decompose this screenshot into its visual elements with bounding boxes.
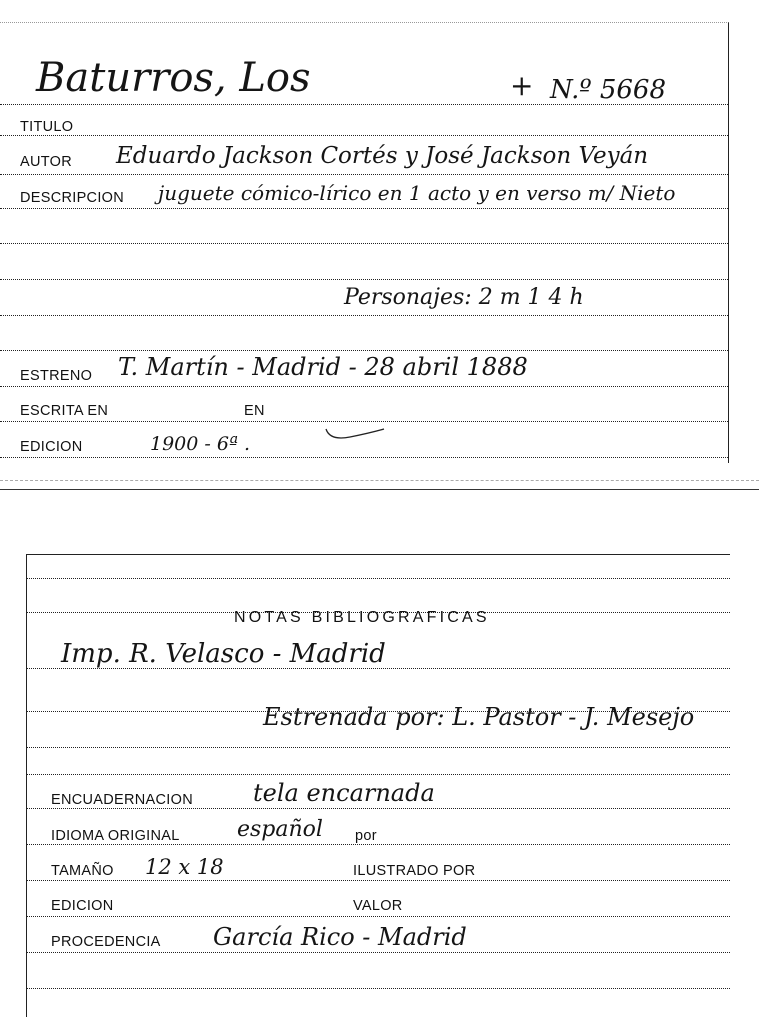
catalog-card-bottom <box>26 554 730 1017</box>
nota-imprenta: Imp. R. Velasco - Madrid <box>61 639 386 669</box>
label-estreno: ESTRENO <box>20 368 93 384</box>
ruled-line <box>27 916 730 917</box>
cross-mark: + <box>510 69 534 102</box>
ruled-line <box>0 457 728 458</box>
label-edicion: EDICION <box>20 439 83 455</box>
label-tamano: TAMAÑO <box>51 863 114 879</box>
label-autor: AUTOR <box>20 154 72 170</box>
label-descripcion: DESCRIPCION <box>20 190 125 206</box>
nota-estrenada: Estrenada por: L. Pastor - J. Mesejo <box>263 703 695 731</box>
ruled-line <box>0 350 728 351</box>
catalog-card-top <box>0 22 729 463</box>
ruled-line <box>27 952 730 953</box>
label-ilustrado-por: ILUSTRADO POR <box>353 863 476 879</box>
ruled-line <box>27 747 730 748</box>
ruled-line <box>27 578 730 579</box>
descripcion-value: juguete cómico-lírico en 1 acto y en verso m/ Nieto <box>158 181 676 205</box>
label-encuadernacion: ENCUADERNACION <box>51 792 193 808</box>
ruled-line <box>0 243 728 244</box>
ruled-line <box>27 844 730 845</box>
personajes-value: Personajes: 2 m 1 4 h <box>344 285 584 310</box>
procedencia-value: García Rico - Madrid <box>213 923 467 951</box>
label-escrita-en: ESCRITA EN <box>20 403 109 419</box>
card-edge-dashed <box>0 480 759 481</box>
card-separator <box>0 489 759 490</box>
autor-value: Eduardo Jackson Cortés y José Jackson Veyán <box>116 143 649 169</box>
ruled-line <box>27 774 730 775</box>
label-por: por <box>355 828 377 844</box>
label-en: EN <box>244 403 265 419</box>
ruled-line <box>0 135 728 136</box>
idioma-original-value: español <box>237 817 323 842</box>
ruled-line <box>0 208 728 209</box>
ruled-line <box>27 880 730 881</box>
label-edicion: EDICION <box>51 898 114 914</box>
edicion-value: 1900 - 6ª . <box>150 433 251 455</box>
ruled-line <box>0 315 728 316</box>
estreno-value: T. Martín - Madrid - 28 abril 1888 <box>118 353 528 381</box>
ruled-line <box>27 988 730 989</box>
ruled-line <box>0 174 728 175</box>
label-titulo: TITULO <box>20 119 74 135</box>
title-handwritten: Baturros, Los <box>36 55 311 101</box>
catalog-number: N.º 5668 <box>550 75 667 105</box>
label-procedencia: PROCEDENCIA <box>51 934 161 950</box>
ruled-line <box>0 279 728 280</box>
label-valor: VALOR <box>353 898 403 914</box>
ink-curve-mark <box>320 419 390 445</box>
encuadernacion-value: tela encarnada <box>253 779 435 807</box>
ruled-line <box>27 808 730 809</box>
label-idioma-original: IDIOMA ORIGINAL <box>51 828 180 844</box>
ruled-line <box>0 386 728 387</box>
notas-header: NOTAS BIBLIOGRAFICAS <box>234 609 490 626</box>
tamano-value: 12 x 18 <box>145 855 224 879</box>
